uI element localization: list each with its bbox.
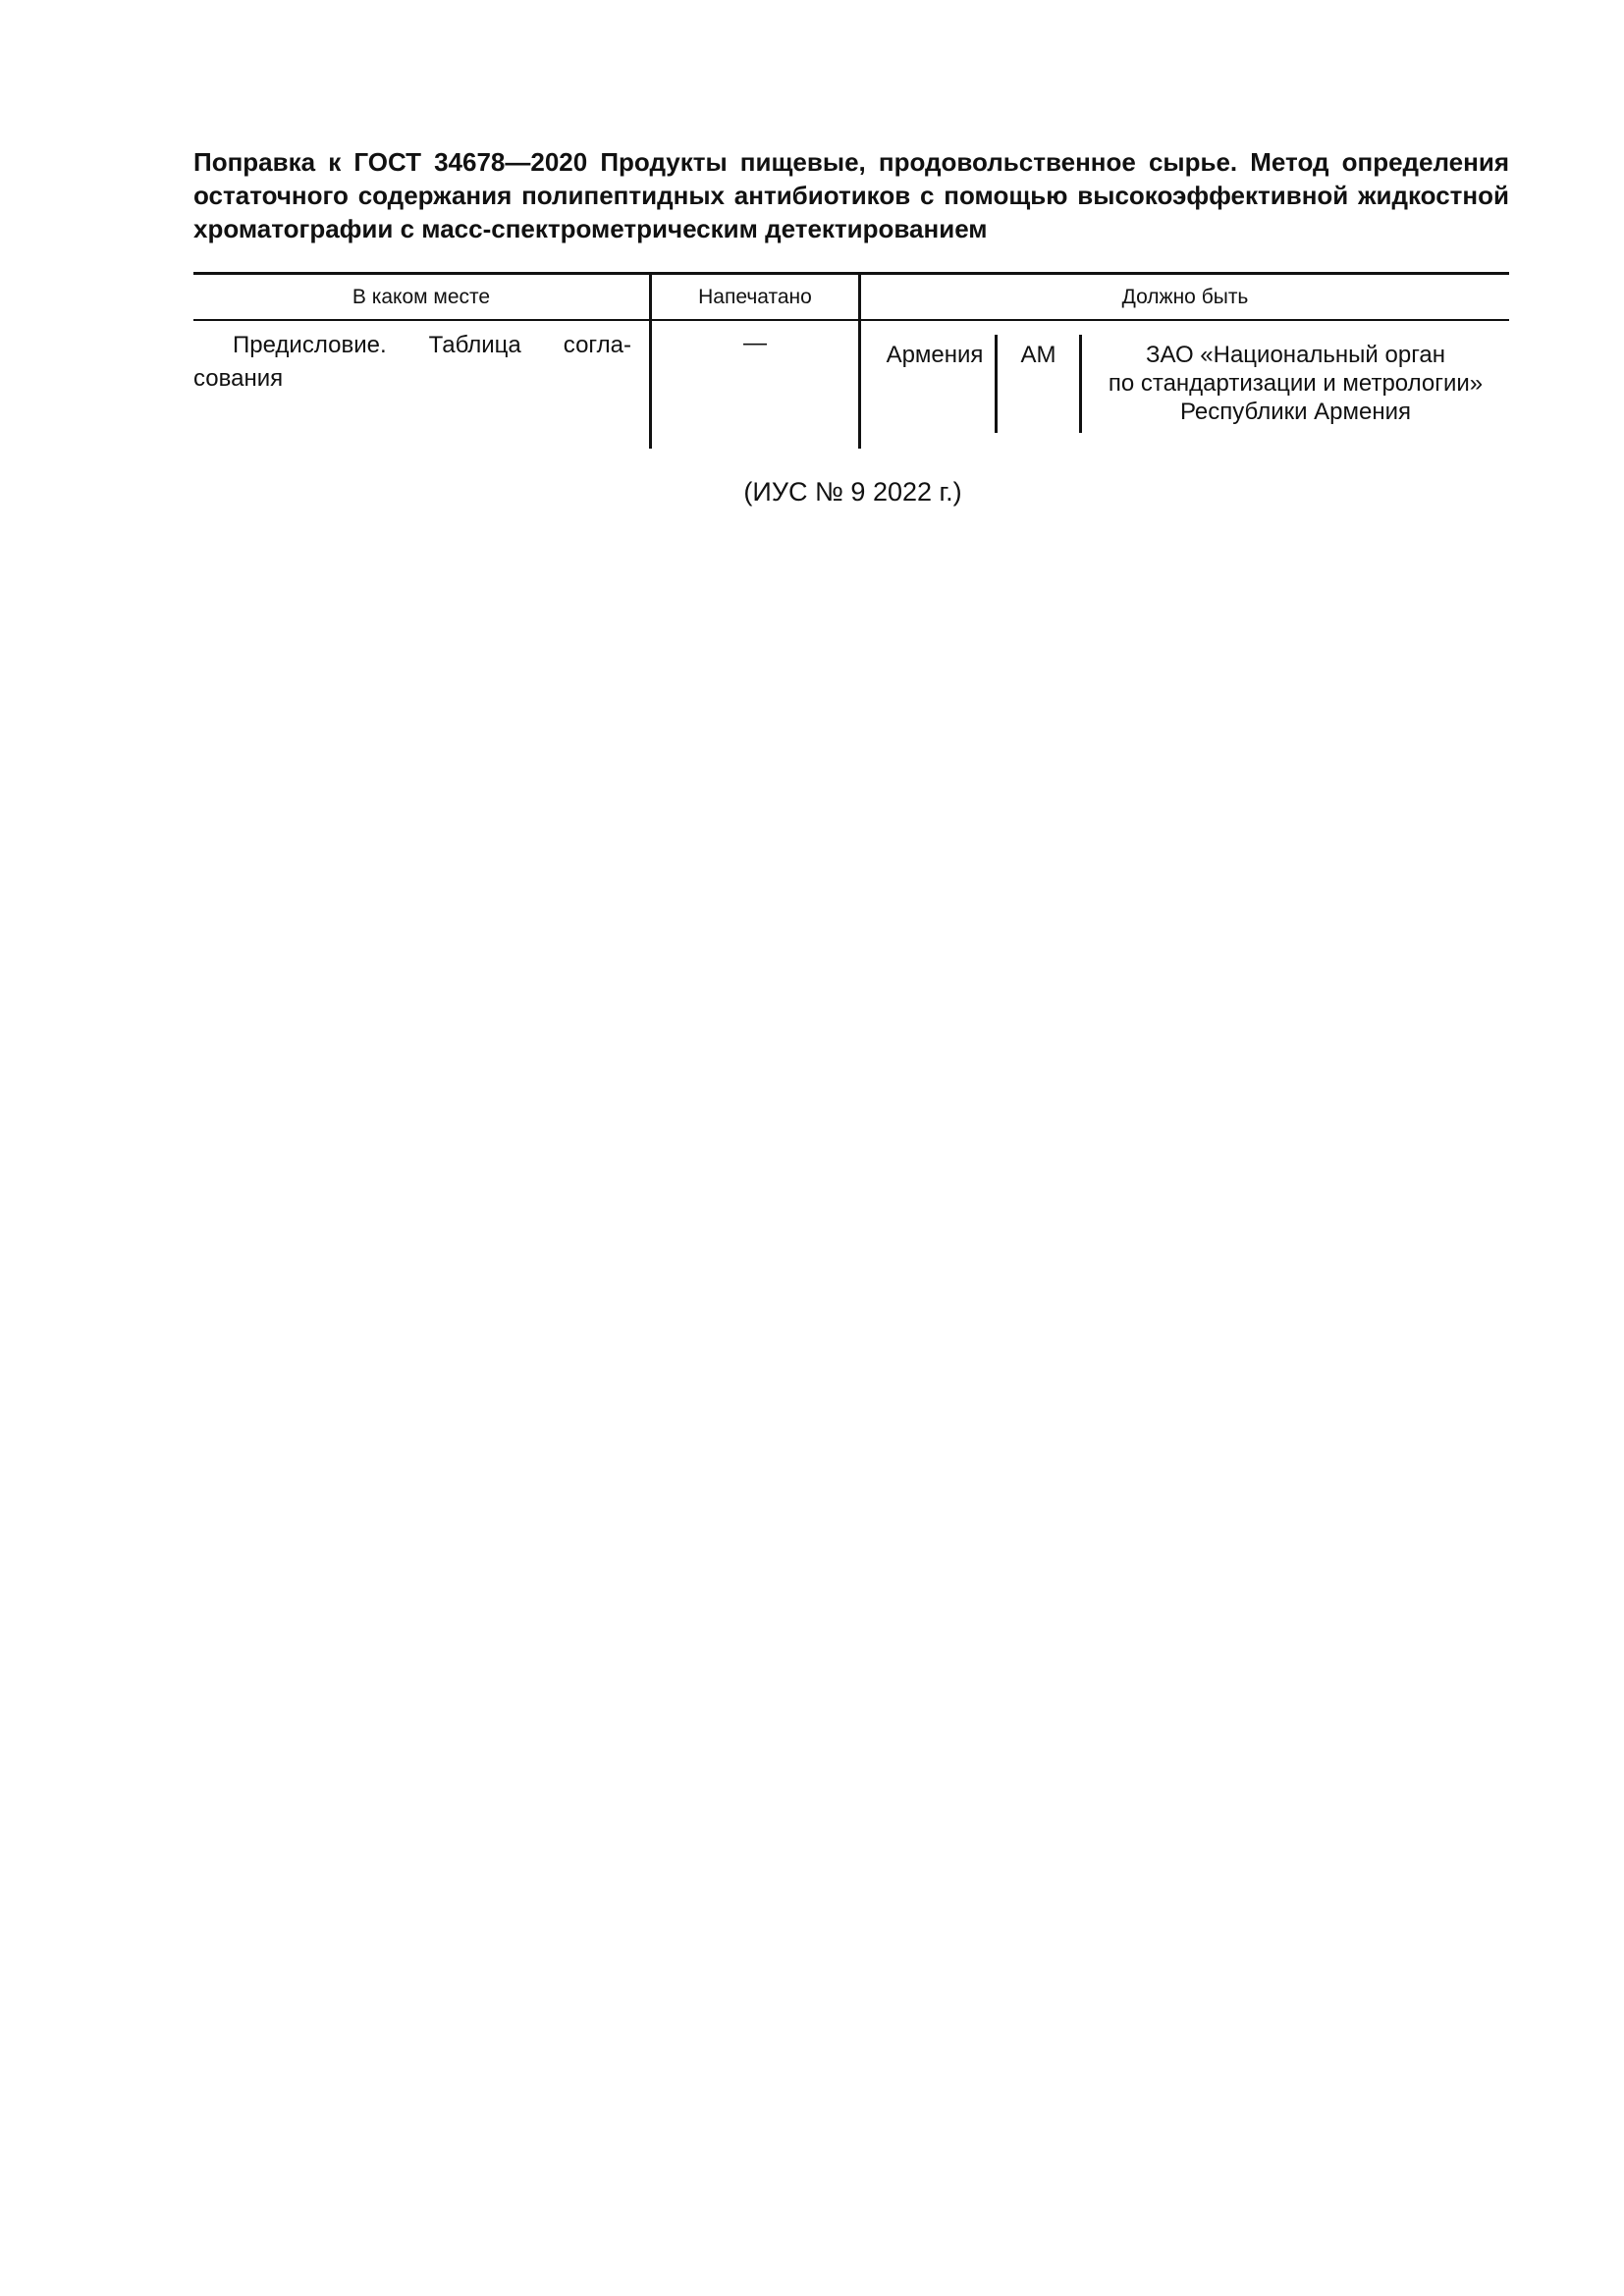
corrections-table [193, 272, 1509, 449]
table-top-rule [193, 272, 1509, 275]
cell-organ-line: ЗАО «Национальный орган [1145, 342, 1446, 368]
cell-where [193, 329, 631, 396]
cell-country: Армения [886, 342, 984, 368]
cell-where-line: сования [193, 365, 284, 392]
publication-note: (ИУС № 9 2022 г.) [743, 477, 962, 507]
cell-where-line: Предисловие. Таблица согла- [233, 332, 631, 358]
page-title: Поправка к ГОСТ 34678—2020 Продукты пищевые, продовольственное сырье. Метод определения остаточного содержания полипептидных антибиотиков с помощью высокоэффективной жидкостной хроматографии с масс-спектрометрическим детектированием [193, 147, 1509, 243]
header-where: В каком месте [352, 286, 491, 308]
header-should-be: Должно быть [1121, 286, 1249, 308]
cell-organ-line: Республики Армения [1179, 399, 1412, 425]
header-printed: Напечатано [698, 286, 812, 308]
cell-organ [1082, 341, 1509, 426]
cell-printed: — [743, 330, 767, 356]
table-header-rule [193, 319, 1509, 321]
cell-country-code: AM [1020, 342, 1056, 368]
cell-organ-line: по стандартизации и метрологии» [1108, 370, 1484, 397]
